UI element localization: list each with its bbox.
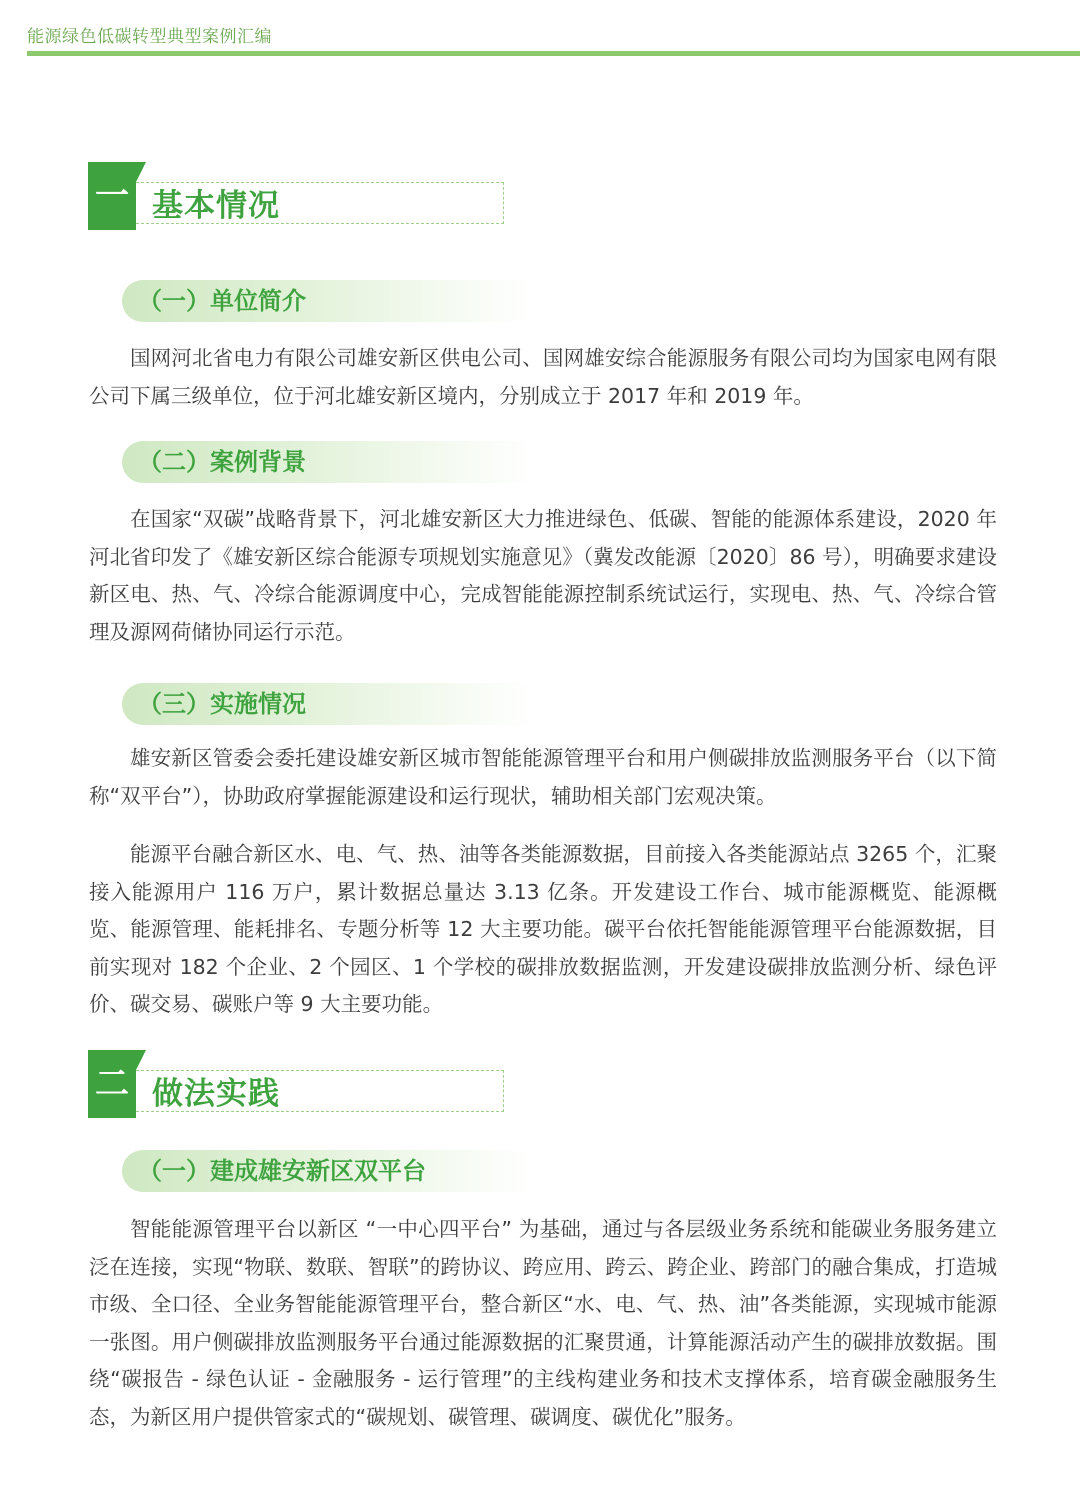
subsection-heading — [122, 280, 532, 322]
section-heading-1 — [88, 162, 508, 230]
section-number-tab — [136, 162, 146, 182]
paragraph: 雄安新区管委会委托建设雄安新区城市智能能源管理平台和用户侧碳排放监测服务平台（以下简称“双平台”），协助政府掌握能源建设和运行现状，辅助相关部门宏观决策。 — [89, 746, 997, 808]
running-header: 能源绿色低碳转型典型案例汇编 — [27, 27, 272, 47]
section-title: 基本情况 — [152, 188, 280, 224]
subsection-heading — [122, 683, 532, 725]
subsection-title: （一）单位简介 — [138, 287, 306, 315]
section-number: 一 — [95, 176, 129, 216]
paragraph: 智能能源管理平台以新区 “一中心四平台” 为基础，通过与各层级业务系统和能碳业务服务建立泛在连接，实现“物联、数联、智联”的跨协议、跨应用、跨云、跨企业、跨部门的融合集成，打造城市级、全口径、全业务智能能源管理平台，整合新区“水、电、气、热、油”各类能源，实现城市能源一张图。用户侧碳排放监测服务平台通过能源数据的汇聚贯通，计算能源活动产生的碳排放数据。围绕“碳报告 - 绿色认证 - 金融服务 - 运行管理”的主线构建业务和技术支撑体系，培育碳金融服务生态，为新区用户提供管家式的“碳规划、碳管理、碳调度、碳优化”服务。 — [89, 1217, 997, 1429]
section-number: 二 — [95, 1064, 129, 1104]
subsection-title: （三）实施情况 — [138, 690, 306, 718]
section-number-tab — [136, 1050, 146, 1070]
section-title: 做法实践 — [152, 1076, 280, 1112]
subsection-title: （二）案例背景 — [138, 448, 306, 476]
subsection-heading — [122, 1150, 532, 1192]
paragraph: 国网河北省电力有限公司雄安新区供电公司、国网雄安综合能源服务有限公司均为国家电网有限公司下属三级单位，位于河北雄安新区境内，分别成立于 2017 年和 2019 年。 — [89, 346, 997, 408]
paragraph: 在国家“双碳”战略背景下，河北雄安新区大力推进绿色、低碳、智能的能源体系建设，2020 年河北省印发了《雄安新区综合能源专项规划实施意见》（冀发改能源〔2020〕86 号），明确要求建设新区电、热、气、冷综合能源调度中心，完成智能能源控制系统试运行，实现电、热、气、冷综合管理及源网荷储协同运行示范。 — [89, 507, 997, 644]
header-rule — [27, 51, 1080, 56]
paragraph: 能源平台融合新区水、电、气、热、油等各类能源数据，目前接入各类能源站点 3265 个，汇聚接入能源用户 116 万户，累计数据总量达 3.13 亿条。开发建设工作台、城市能源概览、能源概览、能源管理、能耗排名、专题分析等 12 大主要功能。碳平台依托智能能源管理平台能源数据，目前实现对 182 个企业、2 个园区、1 个学校的碳排放数据监测，开发建设碳排放监测分析、绿色评价、碳交易、碳账户等 9 大主要功能。 — [89, 842, 997, 1016]
subsection-heading — [122, 441, 532, 483]
subsection-title: （一）建成雄安新区双平台 — [138, 1157, 426, 1185]
section-heading-2 — [88, 1050, 508, 1118]
